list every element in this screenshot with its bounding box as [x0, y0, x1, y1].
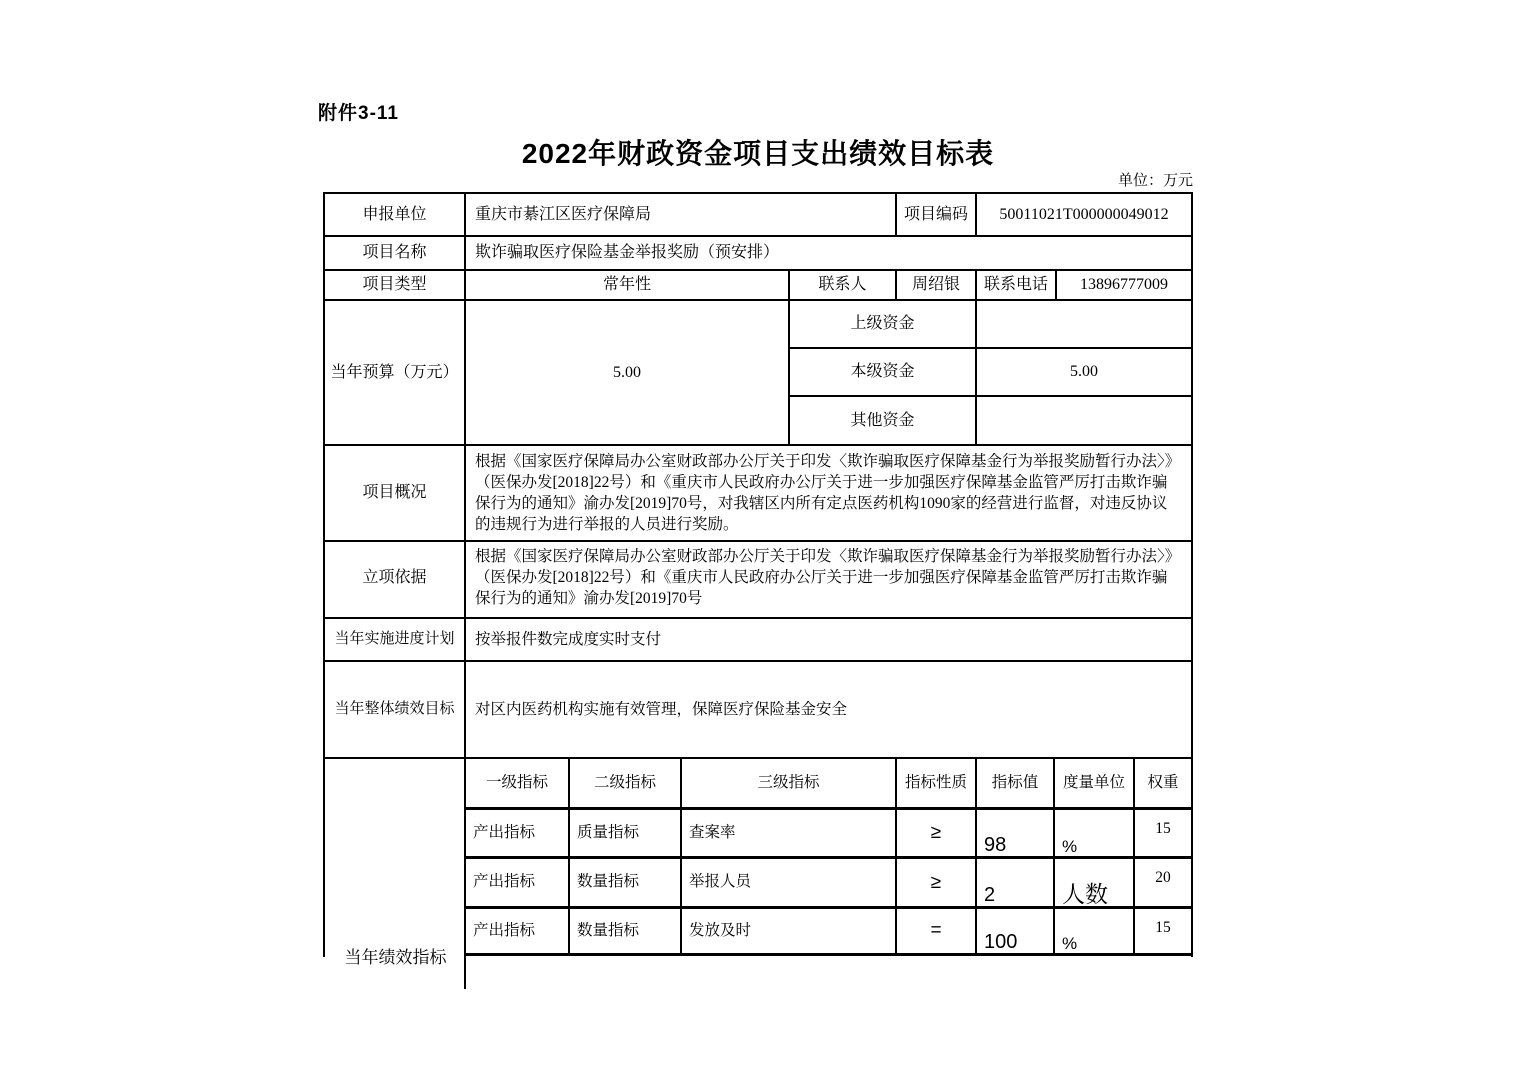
indicator-unit: 人数: [1055, 859, 1135, 906]
budget-local-label: 本级资金: [790, 349, 977, 397]
indicator-nature: ≥: [897, 810, 977, 856]
declare-unit-value: 重庆市綦江区医疗保障局: [466, 194, 897, 237]
document-title: 2022年财政资金项目支出绩效目标表: [521, 138, 995, 169]
indicator-weight: 15: [1155, 820, 1171, 837]
unit-note: 单位：万元: [1117, 173, 1193, 189]
project-overview-text: 根据《国家医疗保障局办公室财政部办公厅关于印发〈欺诈骗取医疗保障基金行为举报奖励暂行办法〉》（医保办发[2018]22号）和《重庆市人民政府办公厅关于进一步加强医疗保障基金监管严厉打击欺诈骗保行为的通知》渝办发[2019]70号，对我辖区内所有定点医药机构1090家的经营进行监督，对违反协议的违规行为进行举报的人员进行奖励。: [466, 446, 1191, 542]
header-unit: 度量单位: [1055, 759, 1135, 807]
indicator-level2: 质量指标: [570, 810, 682, 856]
phone-label: 联系电话: [977, 271, 1057, 301]
header-level3: 三级指标: [682, 759, 897, 807]
header-level2: 二级指标: [570, 759, 682, 807]
project-overview-label: 项目概况: [325, 446, 466, 542]
schedule-label: 当年实施进度计划: [325, 619, 466, 662]
project-code-value: 50011021T000000049012: [977, 194, 1191, 237]
indicator-weight: 15: [1155, 919, 1171, 936]
project-basis-text: 根据《国家医疗保障局办公室财政部办公厅关于印发〈欺诈骗取医疗保障基金行为举报奖励暂行办法〉》（医保办发[2018]22号）和《重庆市人民政府办公厅关于进一步加强医疗保障基金监管严厉打击欺诈骗保行为的通知》渝办发[2019]70号: [466, 538, 1191, 619]
overall-target-label: 当年整体绩效目标: [325, 662, 466, 759]
budget-upper-value: [977, 301, 1191, 349]
row-project-overview: [325, 446, 1191, 538]
row-declare-unit: [325, 194, 1191, 237]
indicator-level2: 数量指标: [570, 909, 682, 953]
attachment-label: 附件3-11: [318, 103, 399, 124]
indicator-level3: 查案率: [682, 810, 897, 856]
header-value: 指标值: [977, 759, 1055, 807]
indicator-level2: 数量指标: [570, 859, 682, 906]
row-schedule: [325, 619, 1191, 662]
contact-value: 周绍银: [897, 271, 977, 301]
indicator-level3: 发放及时: [682, 909, 897, 953]
budget-upper-label: 上级资金: [790, 301, 977, 349]
indicator-table: [466, 759, 1191, 959]
indicator-nature: ≥: [897, 859, 977, 906]
indicator-row-label-cell: [325, 759, 466, 989]
row-project-name: [325, 237, 1191, 271]
indicator-value: 100: [977, 909, 1055, 953]
header-weight: 权重: [1147, 773, 1179, 791]
indicator-row-label: 当年绩效指标: [344, 948, 447, 967]
project-code-label: 项目编码: [897, 194, 977, 237]
row-project-type: [325, 271, 1191, 301]
declare-unit-label: 申报单位: [325, 194, 466, 237]
project-type-label: 项目类型: [325, 271, 466, 301]
indicator-weight: 20: [1155, 869, 1171, 886]
project-name-label: 项目名称: [325, 237, 466, 271]
project-type-value: 常年性: [466, 271, 790, 301]
budget-total-value: 5.00: [466, 301, 790, 446]
project-name-value: 欺诈骗取医疗保险基金举报奖励（预安排）: [466, 237, 1191, 271]
row-project-basis: [325, 538, 1191, 619]
indicator-level1: 产出指标: [466, 859, 570, 906]
indicator-header-row: [466, 759, 1191, 810]
phone-value: 13896777009: [1057, 271, 1191, 301]
indicator-block: [325, 759, 1191, 967]
budget-local-value: 5.00: [977, 349, 1191, 397]
header-level1: 一级指标: [466, 759, 570, 807]
budget-label: 当年预算（万元）: [325, 301, 466, 446]
indicator-value: 98: [977, 810, 1055, 856]
indicator-row: [466, 859, 1191, 909]
budget-other-value: [977, 397, 1191, 446]
row-budget: [325, 301, 1191, 446]
project-basis-label: 立项依据: [325, 538, 466, 619]
indicator-nature: =: [897, 909, 977, 953]
indicator-row: [466, 810, 1191, 859]
indicator-value: 2: [977, 859, 1055, 906]
indicator-level1: 产出指标: [466, 909, 570, 953]
overall-target-text: 对区内医药机构实施有效管理，保障医疗保险基金安全: [466, 662, 1191, 759]
schedule-text: 按举报件数完成度实时支付: [466, 619, 1191, 662]
contact-label: 联系人: [790, 271, 897, 301]
indicator-level3: 举报人员: [682, 859, 897, 906]
indicator-unit: %: [1055, 810, 1135, 856]
indicator-level1: 产出指标: [466, 810, 570, 856]
header-nature: 指标性质: [897, 759, 977, 807]
performance-target-table: [323, 192, 1193, 967]
row-overall-target: [325, 662, 1191, 759]
indicator-unit: %: [1055, 909, 1135, 953]
budget-other-label: 其他资金: [790, 397, 977, 446]
indicator-row: [466, 909, 1191, 956]
